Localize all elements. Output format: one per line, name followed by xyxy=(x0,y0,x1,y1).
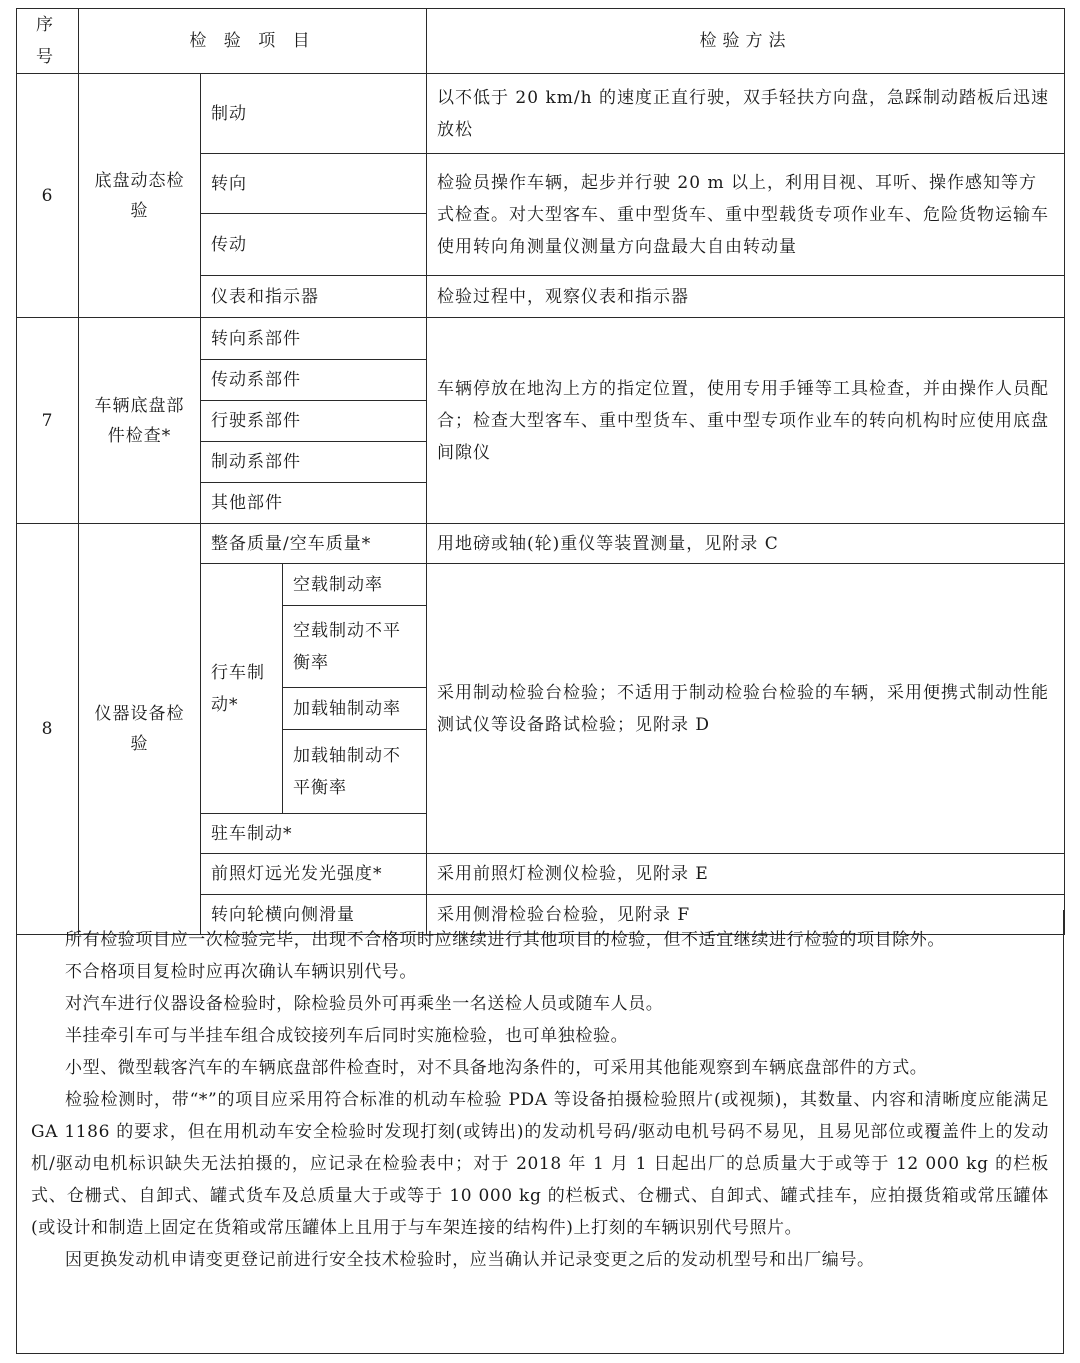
item-service-brake: 行车制动* xyxy=(201,564,283,814)
row-seq-8: 8 xyxy=(17,524,79,935)
table-row xyxy=(17,74,1065,154)
item-other-parts: 其他部件 xyxy=(201,483,427,524)
method-steering-transmission: 检验员操作车辆，起步并行驶 20 m 以上，利用目视、耳听、操作感知等方式检查。对大型客车、重中型货车、重中型载货专项作业车、危险货物运输车使用转向角测量仪测量方向盘最大自由转动量 xyxy=(427,154,1065,276)
item-loaded-axle-brake-imbalance: 加载轴制动不平衡率 xyxy=(283,730,427,814)
item-steering-parts: 转向系部件 xyxy=(201,318,427,360)
item-parking-brake: 驻车制动* xyxy=(201,814,427,854)
method-curb-mass: 用地磅或轴(轮)重仪等装置测量，见附录 C xyxy=(427,524,1065,564)
item-instruments: 仪表和指示器 xyxy=(201,276,427,318)
note-paragraph: 半挂牵引车可与半挂车组合成铰接列车后同时实施检验，也可单独检验。 xyxy=(65,1026,629,1046)
method-brake-test: 采用制动检验台检验；不适用于制动检验台检验的车辆，采用便携式制动性能测试仪等设备路试检验；见附录 D xyxy=(427,564,1065,854)
header-seq: 序号 xyxy=(17,9,79,74)
method-chassis-parts: 车辆停放在地沟上方的指定位置，使用专用手锤等工具检查，并由操作人员配合；检查大型客车、重中型货车、重中型专项作业车的转向机构时应使用底盘间隙仪 xyxy=(427,318,1065,524)
row-seq-6: 6 xyxy=(17,74,79,318)
header-method: 检验方法 xyxy=(427,9,1065,74)
item-side-slip: 转向轮横向侧滑量 xyxy=(201,895,427,935)
item-unladen-brake-rate: 空载制动率 xyxy=(283,564,427,606)
row-category-7: 车辆底盘部件检查* xyxy=(79,318,201,524)
notes-box xyxy=(16,910,1064,1354)
inspection-table xyxy=(16,8,1065,935)
item-braking-parts: 制动系部件 xyxy=(201,442,427,483)
note-paragraph: 所有检验项目应一次检验完毕，出现不合格项时应继续进行其他项目的检验，但不适宜继续进行检验的项目除外。 xyxy=(65,930,945,950)
row-category-8: 仪器设备检验 xyxy=(79,524,201,935)
method-side-slip: 采用侧滑检验台检验，见附录 F xyxy=(427,895,1065,935)
item-headlamp-intensity: 前照灯远光发光强度* xyxy=(201,854,427,895)
item-drivetrain-parts: 传动系部件 xyxy=(201,360,427,401)
header-item: 检 验 项 目 xyxy=(79,9,427,74)
item-unladen-brake-imbalance: 空载制动不平衡率 xyxy=(283,606,427,688)
item-transmission: 传动 xyxy=(201,214,427,276)
item-running-gear-parts: 行驶系部件 xyxy=(201,401,427,442)
item-brake: 制动 xyxy=(201,74,427,154)
item-steering: 转向 xyxy=(201,154,427,214)
note-paragraph: 不合格项目复检时应再次确认车辆识别代号。 xyxy=(65,962,417,982)
row-category-6: 底盘动态检验 xyxy=(79,74,201,318)
item-curb-mass: 整备质量/空车质量* xyxy=(201,524,427,564)
table-header-row xyxy=(17,9,1065,74)
note-paragraph: 因更换发动机申请变更登记前进行安全技术检验时，应当确认并记录变更之后的发动机型号和出厂编号。 xyxy=(65,1250,875,1270)
table-row xyxy=(17,524,1065,564)
method-headlamp: 采用前照灯检测仪检验，见附录 E xyxy=(427,854,1065,895)
method-brake-dynamic: 以不低于 20 km/h 的速度正直行驶，双手轻扶方向盘，急踩制动踏板后迅速放松 xyxy=(427,74,1065,154)
note-paragraph: 小型、微型载客汽车的车辆底盘部件检查时，对不具备地沟条件的，可采用其他能观察到车辆底盘部件的方式。 xyxy=(65,1058,928,1078)
note-paragraph: 对汽车进行仪器设备检验时，除检验员外可再乘坐一名送检人员或随车人员。 xyxy=(65,994,664,1014)
note-paragraph: 检验检测时，带“*”的项目应采用符合标准的机动车检验 PDA 等设备拍摄检验照片(或视频)，其数量、内容和清晰度应能满足 GA 1186 的要求，但在用机动车安全检验时发现打刻(或铸出)的发动机号码/驱动电机号码不易见，且易见部位或覆盖件上的发动机/驱动电机标识缺失无法拍摄的，应记录在检验表中；对于 2018 年 1 月 1 日起出厂的总质量大于或等于 12 000 kg 的栏板式、仓栅式、自卸式、罐式货车及总质量大于或等于 10 000 kg 的栏板式、仓栅式、自卸式、罐式挂车，应拍摄货箱或常压罐体(或设计和制造上固定在货箱或常压罐体上且用于与车架连接的结构件)上打刻的车辆识别代号照片。 xyxy=(31,1090,1049,1238)
table-row xyxy=(17,318,1065,360)
item-loaded-axle-brake-rate: 加载轴制动率 xyxy=(283,688,427,730)
row-seq-7: 7 xyxy=(17,318,79,524)
method-instruments: 检验过程中，观察仪表和指示器 xyxy=(427,276,1065,318)
